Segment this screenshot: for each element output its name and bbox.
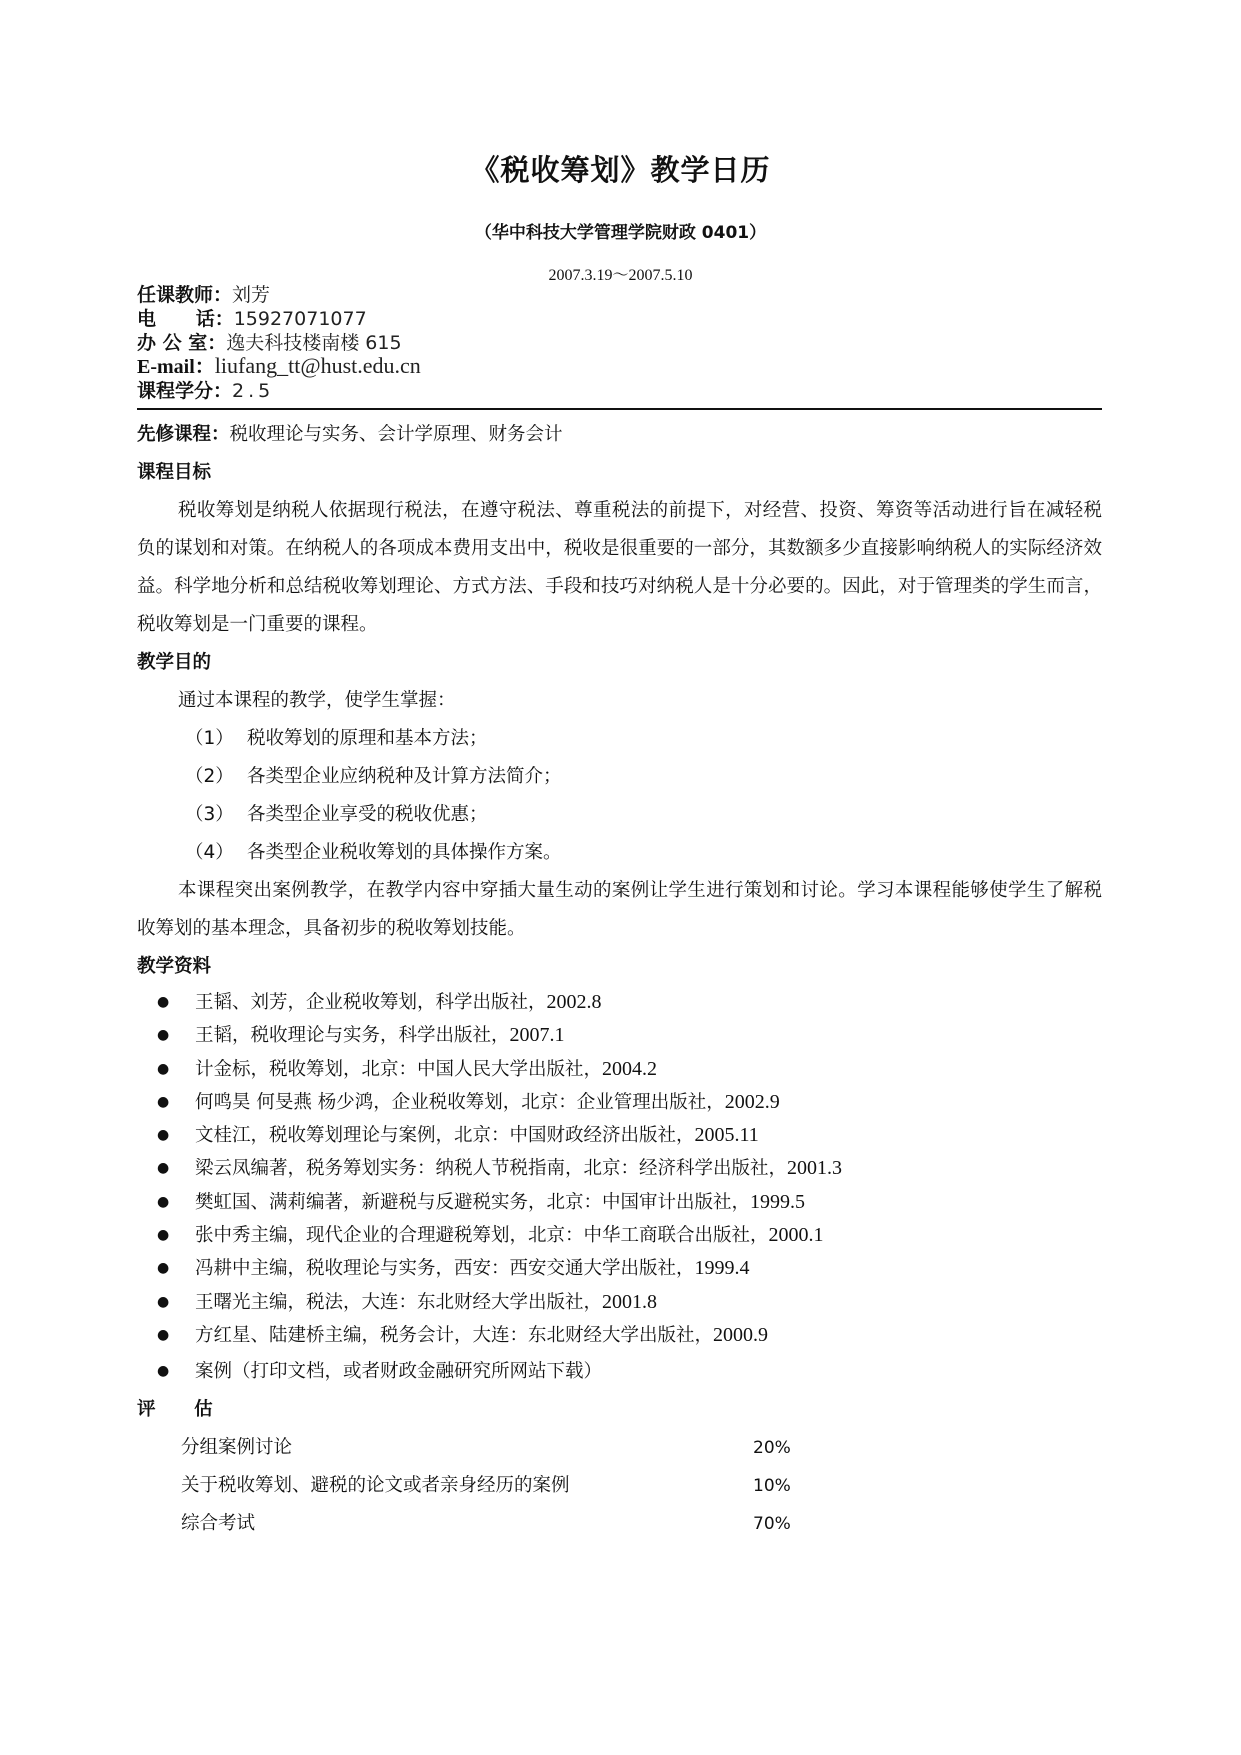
bullet-icon: ●: [157, 1227, 170, 1244]
objective-text: 各类型企业享受的税收优惠；: [247, 804, 488, 825]
teacher-label: 任课教师：: [137, 284, 233, 306]
reference-item: ● 王韬、刘芳，企业税收筹划，科学出版社，2002.8: [137, 986, 1102, 1019]
objective-text: 税收筹划的原理和基本方法；: [247, 728, 488, 749]
reference-item: ● 文桂江，税收筹划理论与案例，北京：中国财政经济出版社，2005.11: [137, 1119, 1102, 1152]
reference-item: ● 案例（打印文档，或者财政金融研究所网站下载）: [137, 1352, 1102, 1391]
prerequisites-label: 先修课程：: [137, 424, 230, 445]
evaluation-item: 关于税收筹划、避税的论文或者亲身经历的案例: [181, 1475, 570, 1497]
office-location: 逸夫科技楼南楼 615: [226, 332, 402, 354]
teacher-info-block: [137, 282, 421, 402]
objective-item: [137, 720, 1102, 758]
phone-label: 电 话：: [137, 308, 234, 330]
document-title: 《税收筹划》教学日历: [470, 153, 771, 187]
evaluation-percent: 10%: [753, 1476, 791, 1497]
section-heading-evaluation: 评 估: [137, 1399, 213, 1421]
evaluation-table: [181, 1429, 791, 1543]
bullet-icon: ●: [157, 1127, 170, 1144]
objective-number: （2）: [185, 766, 234, 787]
objective-number: （4）: [185, 842, 234, 863]
objective-number: （1）: [185, 728, 234, 749]
goals-paragraph: 税收筹划是纳税人依据现行税法，在遵守税法、尊重税法的前提下，对经营、投资、筹资等活动进行旨在减轻税负的谋划和对策。在纳税人的各项成本费用支出中，税收是很重要的一部分，其数额多少直接影响纳税人的实际经济效益。科学地分析和总结税收筹划理论、方式方法、手段和技巧对纳税人是十分必要的。因此，对于管理类的学生而言，税收筹划是一门重要的课程。: [137, 500, 1102, 635]
evaluation-percent: 20%: [753, 1438, 791, 1459]
evaluation-item: 综合考试: [181, 1513, 256, 1535]
bullet-icon: ●: [157, 994, 170, 1010]
objective-text: 各类型企业税收筹划的具体操作方案。: [247, 842, 562, 863]
course-dates: 2007.3.19～2007.5.10: [548, 267, 693, 284]
bullet-icon: ●: [157, 1363, 170, 1380]
objective-item: [137, 758, 1102, 796]
credit-label: 课程学分：: [137, 380, 233, 402]
bullet-icon: ●: [157, 1293, 170, 1310]
prerequisites-line: [137, 416, 1102, 454]
credit-value: 2.5: [232, 380, 275, 402]
bullet-icon: ●: [157, 1060, 170, 1077]
office-label: 办 公 室：: [137, 332, 227, 354]
document-subtitle: （华中科技大学管理学院财政 0401）: [474, 223, 767, 243]
document-body: [137, 416, 1102, 1543]
objective-item: [137, 834, 1102, 872]
bullet-icon: ●: [157, 1093, 170, 1110]
header-divider: [137, 408, 1102, 410]
section-heading-materials: 教学资料: [137, 956, 212, 977]
phone-row: [137, 306, 421, 330]
table-row: [181, 1505, 791, 1543]
reference-item: ● 樊虹国、满莉编著，新避税与反避税实务，北京：中国审计出版社，1999.5: [137, 1186, 1102, 1219]
reference-item: ● 王韬，税收理论与实务，科学出版社，2007.1: [137, 1019, 1102, 1052]
reference-item: ● 冯耕中主编，税收理论与实务，西安：西安交通大学出版社，1999.4: [137, 1252, 1102, 1285]
office-row: [137, 330, 421, 354]
section-heading-objectives: 教学目的: [137, 652, 212, 673]
reference-item: ● 方红星、陆建桥主编，税务会计，大连：东北财经大学出版社，2000.9: [137, 1319, 1102, 1352]
section-heading-goals: 课程目标: [137, 462, 212, 483]
table-row: [181, 1467, 791, 1505]
reference-item: ● 计金标，税收筹划，北京：中国人民大学出版社，2004.2: [137, 1053, 1102, 1086]
objectives-closing-paragraph: 本课程突出案例教学，在教学内容中穿插大量生动的案例让学生进行策划和讨论。学习本课程能够使学生了解税收筹划的基本理念，具备初步的税收筹划技能。: [137, 880, 1102, 939]
email-label: E-mail：: [137, 356, 215, 378]
teacher-row: [137, 282, 421, 306]
reference-item: ● 张中秀主编，现代企业的合理避税筹划，北京：中华工商联合出版社，2000.1: [137, 1219, 1102, 1252]
credit-row: [137, 378, 421, 402]
email-row: [137, 354, 421, 378]
phone-number: 15927071077: [233, 308, 367, 330]
evaluation-percent: 70%: [753, 1514, 791, 1535]
teacher-name: 刘芳: [232, 284, 271, 306]
reference-item: ● 王曙光主编，税法，大连：东北财经大学出版社，2001.8: [137, 1286, 1102, 1319]
objective-text: 各类型企业应纳税种及计算方法简介；: [247, 766, 562, 787]
table-row: [181, 1429, 791, 1467]
reference-item: ● 何鸣昊 何旻燕 杨少鸿，企业税收筹划，北京：企业管理出版社，2002.9: [137, 1086, 1102, 1119]
bullet-icon: ●: [157, 1027, 170, 1044]
objective-item: [137, 796, 1102, 834]
evaluation-item: 分组案例讨论: [181, 1437, 293, 1459]
bullet-icon: ●: [157, 1326, 170, 1343]
bullet-icon: ●: [157, 1260, 170, 1277]
prerequisites-value: 税收理论与实务、会计学原理、财务会计: [229, 424, 563, 445]
reference-list: [137, 986, 1102, 1391]
objective-number: （3）: [185, 804, 234, 825]
bullet-icon: ●: [157, 1160, 170, 1177]
objectives-intro: 通过本课程的教学，使学生掌握：: [178, 690, 456, 711]
reference-item: ● 梁云凤编著，税务筹划实务：纳税人节税指南，北京：经济科学出版社，2001.3: [137, 1152, 1102, 1185]
bullet-icon: ●: [157, 1193, 170, 1210]
email-address: liufang_tt@hust.edu.cn: [214, 353, 421, 378]
